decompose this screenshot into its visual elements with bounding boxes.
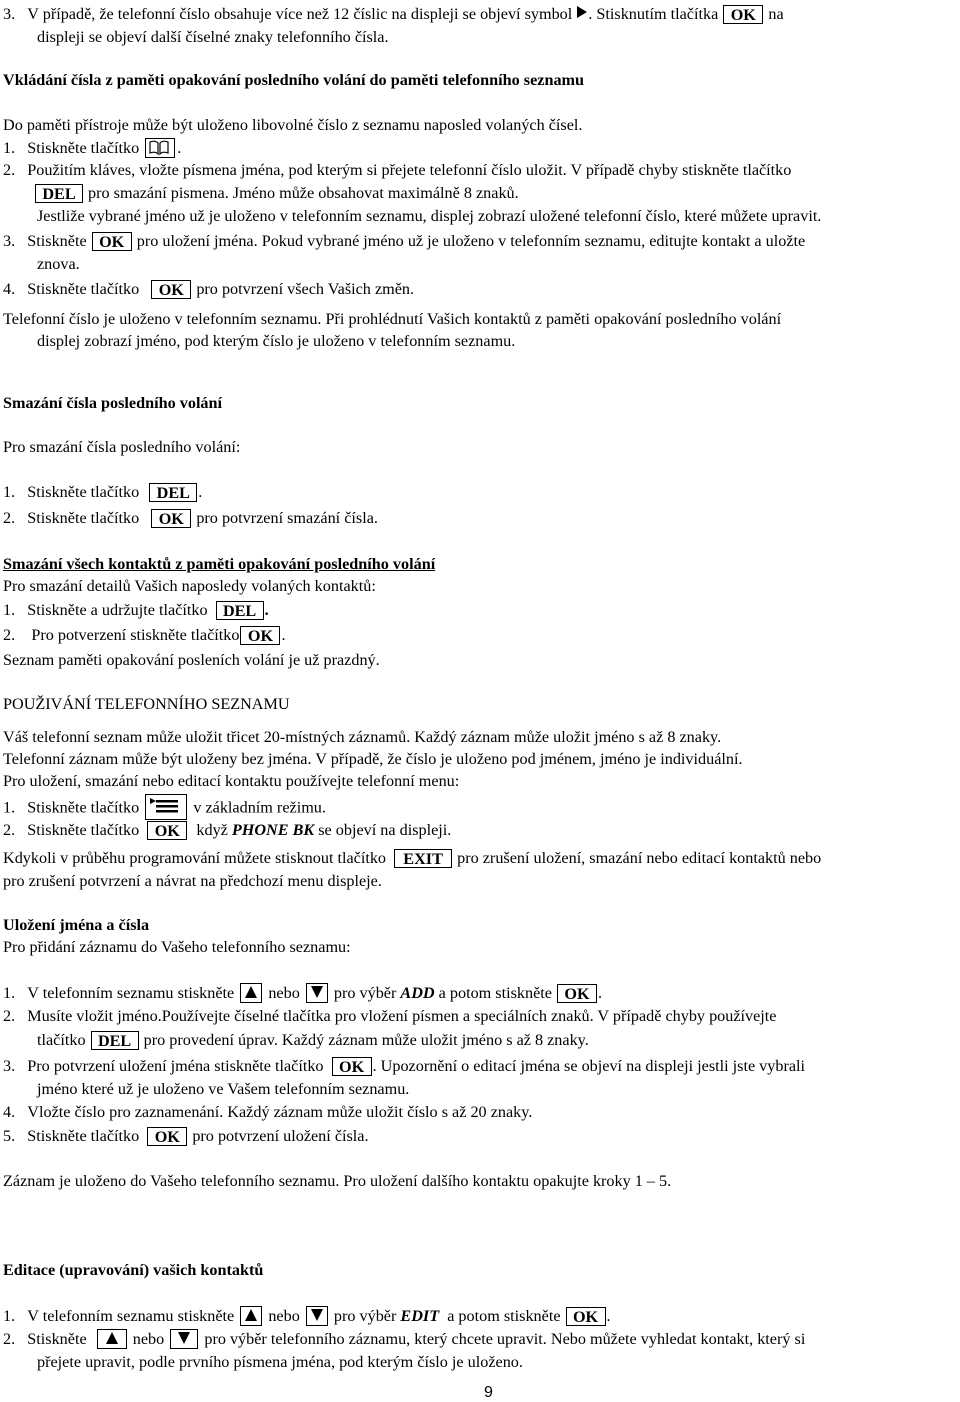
del-key: DEL (91, 1031, 139, 1050)
section-heading: Vkládání čísla z paměti opakování posledního volání do paměti telefonního seznamu (3, 71, 585, 89)
list-item: 2. Stiskněte tlačítko OK když PHONE BK se objeví na displeji. (3, 821, 452, 840)
section-heading: Smazání všech kontaktů z paměti opakování posledního volání (3, 555, 436, 573)
page-number: 9 (484, 1384, 493, 1401)
list-item-continuation: přejete upravit, podle prvního písmena jména, pod kterým číslo je uloženo. (37, 1353, 523, 1371)
list-item: 2. Stiskněte nebo pro výběr telefonního záznamu, který chcete upravit. Nebo můžete vyhledat kontakt, který si (3, 1330, 806, 1348)
paragraph: Do paměti přístroje může být uloženo libovolné číslo z seznamu naposled volaných čísel. (3, 116, 583, 134)
ok-key: OK (566, 1307, 606, 1326)
paragraph: Pro uložení, smazání nebo editací kontaktu používejte telefonní menu: (3, 772, 460, 790)
up-arrow-icon (240, 983, 262, 1003)
intro-line-1: 3. V případě, že telefonní číslo obsahuje více než 12 číslic na displeji se objeví symbol . Stisknutím tlačítka OK na (3, 5, 784, 24)
ok-key: OK (240, 626, 280, 645)
up-arrow-icon (97, 1329, 127, 1349)
ok-key: OK (92, 232, 132, 251)
ok-key: OK (557, 984, 597, 1003)
menu-icon (145, 794, 187, 820)
play-arrow-icon (576, 4, 588, 24)
paragraph: Pro smazání čísla posledního volání: (3, 438, 241, 456)
section-heading: POUŽIVÁNÍ TELEFONNÍHO SEZNAMU (3, 695, 290, 713)
ok-key: OK (151, 280, 191, 299)
list-item: 3. Stiskněte OK pro uložení jména. Pokud vybrané jméno už je uloženo v telefonním seznamu, editujte kontakt a uložte (3, 232, 806, 251)
list-item-continuation: Jestliže vybrané jméno už je uloženo v telefonním seznamu, displej zobrazí uložené telefonní číslo, které můžete upravit. (37, 207, 822, 225)
paragraph: Seznam paměti opakování posleních volání je už prazdný. (3, 651, 380, 669)
paragraph: Telefonní číslo je uloženo v telefonním seznamu. Při prohlédnutí Vašich kontaktů z paměti opakování posledního volání (3, 310, 782, 328)
list-item: 1. Stiskněte a udržujte tlačítko DEL . (3, 601, 269, 620)
intro-text: V případě, že telefonní číslo obsahuje více než 12 číslic na displeji se objeví symbol (27, 5, 573, 23)
item-number: 3. (3, 5, 16, 23)
list-item: 1. Stiskněte tlačítko . (3, 139, 182, 157)
down-arrow-icon (306, 983, 328, 1003)
paragraph: Kdykoli v průběhu programování můžete stisknout tlačítko EXIT pro zrušení uložení, smazání nebo editací kontaktů nebo (3, 849, 822, 868)
paragraph: Telefonní záznam může být uloženy bez jména. V případě, že číslo je uloženo pod jménem, jméno je individuální. (3, 750, 743, 768)
up-arrow-icon (240, 1306, 262, 1326)
del-key: DEL (216, 601, 264, 620)
paragraph: Záznam je uloženo do Vašeho telefonního seznamu. Pro uložení dalšího kontaktu opakujte kroky 1 – 5. (3, 1172, 672, 1190)
list-item: 1. V telefonním seznamu stiskněte nebo pro výběr ADD a potom stiskněte OK . (3, 984, 603, 1003)
list-item: 2. Stiskněte tlačítko OK pro potvrzení smazání čísla. (3, 509, 378, 528)
paragraph: Pro smazání detailů Vašich naposledy volaných kontaktů: (3, 577, 376, 595)
del-key: DEL (149, 483, 197, 502)
list-item: 2. Použitím kláves, vložte písmena jména, pod kterým si přejete telefonní číslo uložit. V případě chyby stiskněte tlačítko (3, 161, 792, 179)
paragraph-continuation: pro zrušení potvrzení a návrat na předchozí menu displeje. (3, 872, 382, 890)
ok-key: OK (332, 1057, 372, 1076)
list-item: 2. Musíte vložit jméno.Používejte číselné tlačítka pro vložení písmen a speciálních znaků. V případě chyby používejte (3, 1007, 777, 1025)
section-heading: Editace (upravování) vašich kontaktů (3, 1261, 264, 1279)
paragraph-continuation: displej zobrazí jméno, pod kterým číslo je uloženo v telefonním seznamu. (37, 332, 516, 350)
book-icon (145, 138, 175, 158)
intro-line-2: displeji se objeví další číselné znaky telefonního čísla. (37, 28, 389, 46)
list-item: 1. Stiskněte tlačítko DEL . (3, 483, 203, 502)
down-arrow-icon (170, 1329, 198, 1349)
list-item-continuation: tlačítko DEL pro provedení úprav. Každý záznam může uložit jméno s až 8 znaky. (37, 1031, 589, 1050)
paragraph: Váš telefonní seznam může uložit třicet 20-místných záznamů. Každý záznam může uložit jméno s až 8 znaky. (3, 728, 722, 746)
list-item-continuation: DEL pro smazání pismena. Jméno může obsahovat maximálně 8 znaků. (37, 183, 519, 204)
section-heading: Smazání čísla posledního volání (3, 394, 223, 412)
list-item: 1. V telefonním seznamu stiskněte nebo pro výběr EDIT a potom stiskněte OK . (3, 1307, 611, 1326)
paragraph: Pro přidání záznamu do Vašeho telefonního seznamu: (3, 938, 351, 956)
list-item: 2. Pro potverzení stiskněte tlačítko OK . (3, 626, 286, 645)
ok-key: OK (147, 1127, 187, 1146)
list-item-continuation: znova. (37, 255, 80, 273)
list-item: 4. Vložte číslo pro zaznamenání. Každý záznam může uložit číslo s až 20 znaky. (3, 1103, 533, 1121)
list-item-continuation: jméno které už je uloženo ve Vašem telefonním seznamu. (37, 1080, 410, 1098)
section-heading: Uložení jména a čísla (3, 916, 150, 934)
del-key: DEL (35, 184, 83, 203)
list-item: 4. Stiskněte tlačítko OK pro potvrzení všech Vašich změn. (3, 280, 415, 299)
ok-key: OK (151, 509, 191, 528)
ok-key: OK (147, 821, 187, 840)
list-item: 3. Pro potvrzení uložení jména stiskněte tlačítko OK . Upozornění o editací jména se objeví na displeji jestli jste vybrali (3, 1057, 806, 1076)
list-item: 5. Stiskněte tlačítko OK pro potvrzení uložení čísla. (3, 1127, 369, 1146)
exit-key: EXIT (394, 849, 452, 868)
ok-key: OK (723, 5, 763, 24)
down-arrow-icon (306, 1306, 328, 1326)
list-item: 1. Stiskněte tlačítko v základním režimu. (3, 796, 326, 822)
